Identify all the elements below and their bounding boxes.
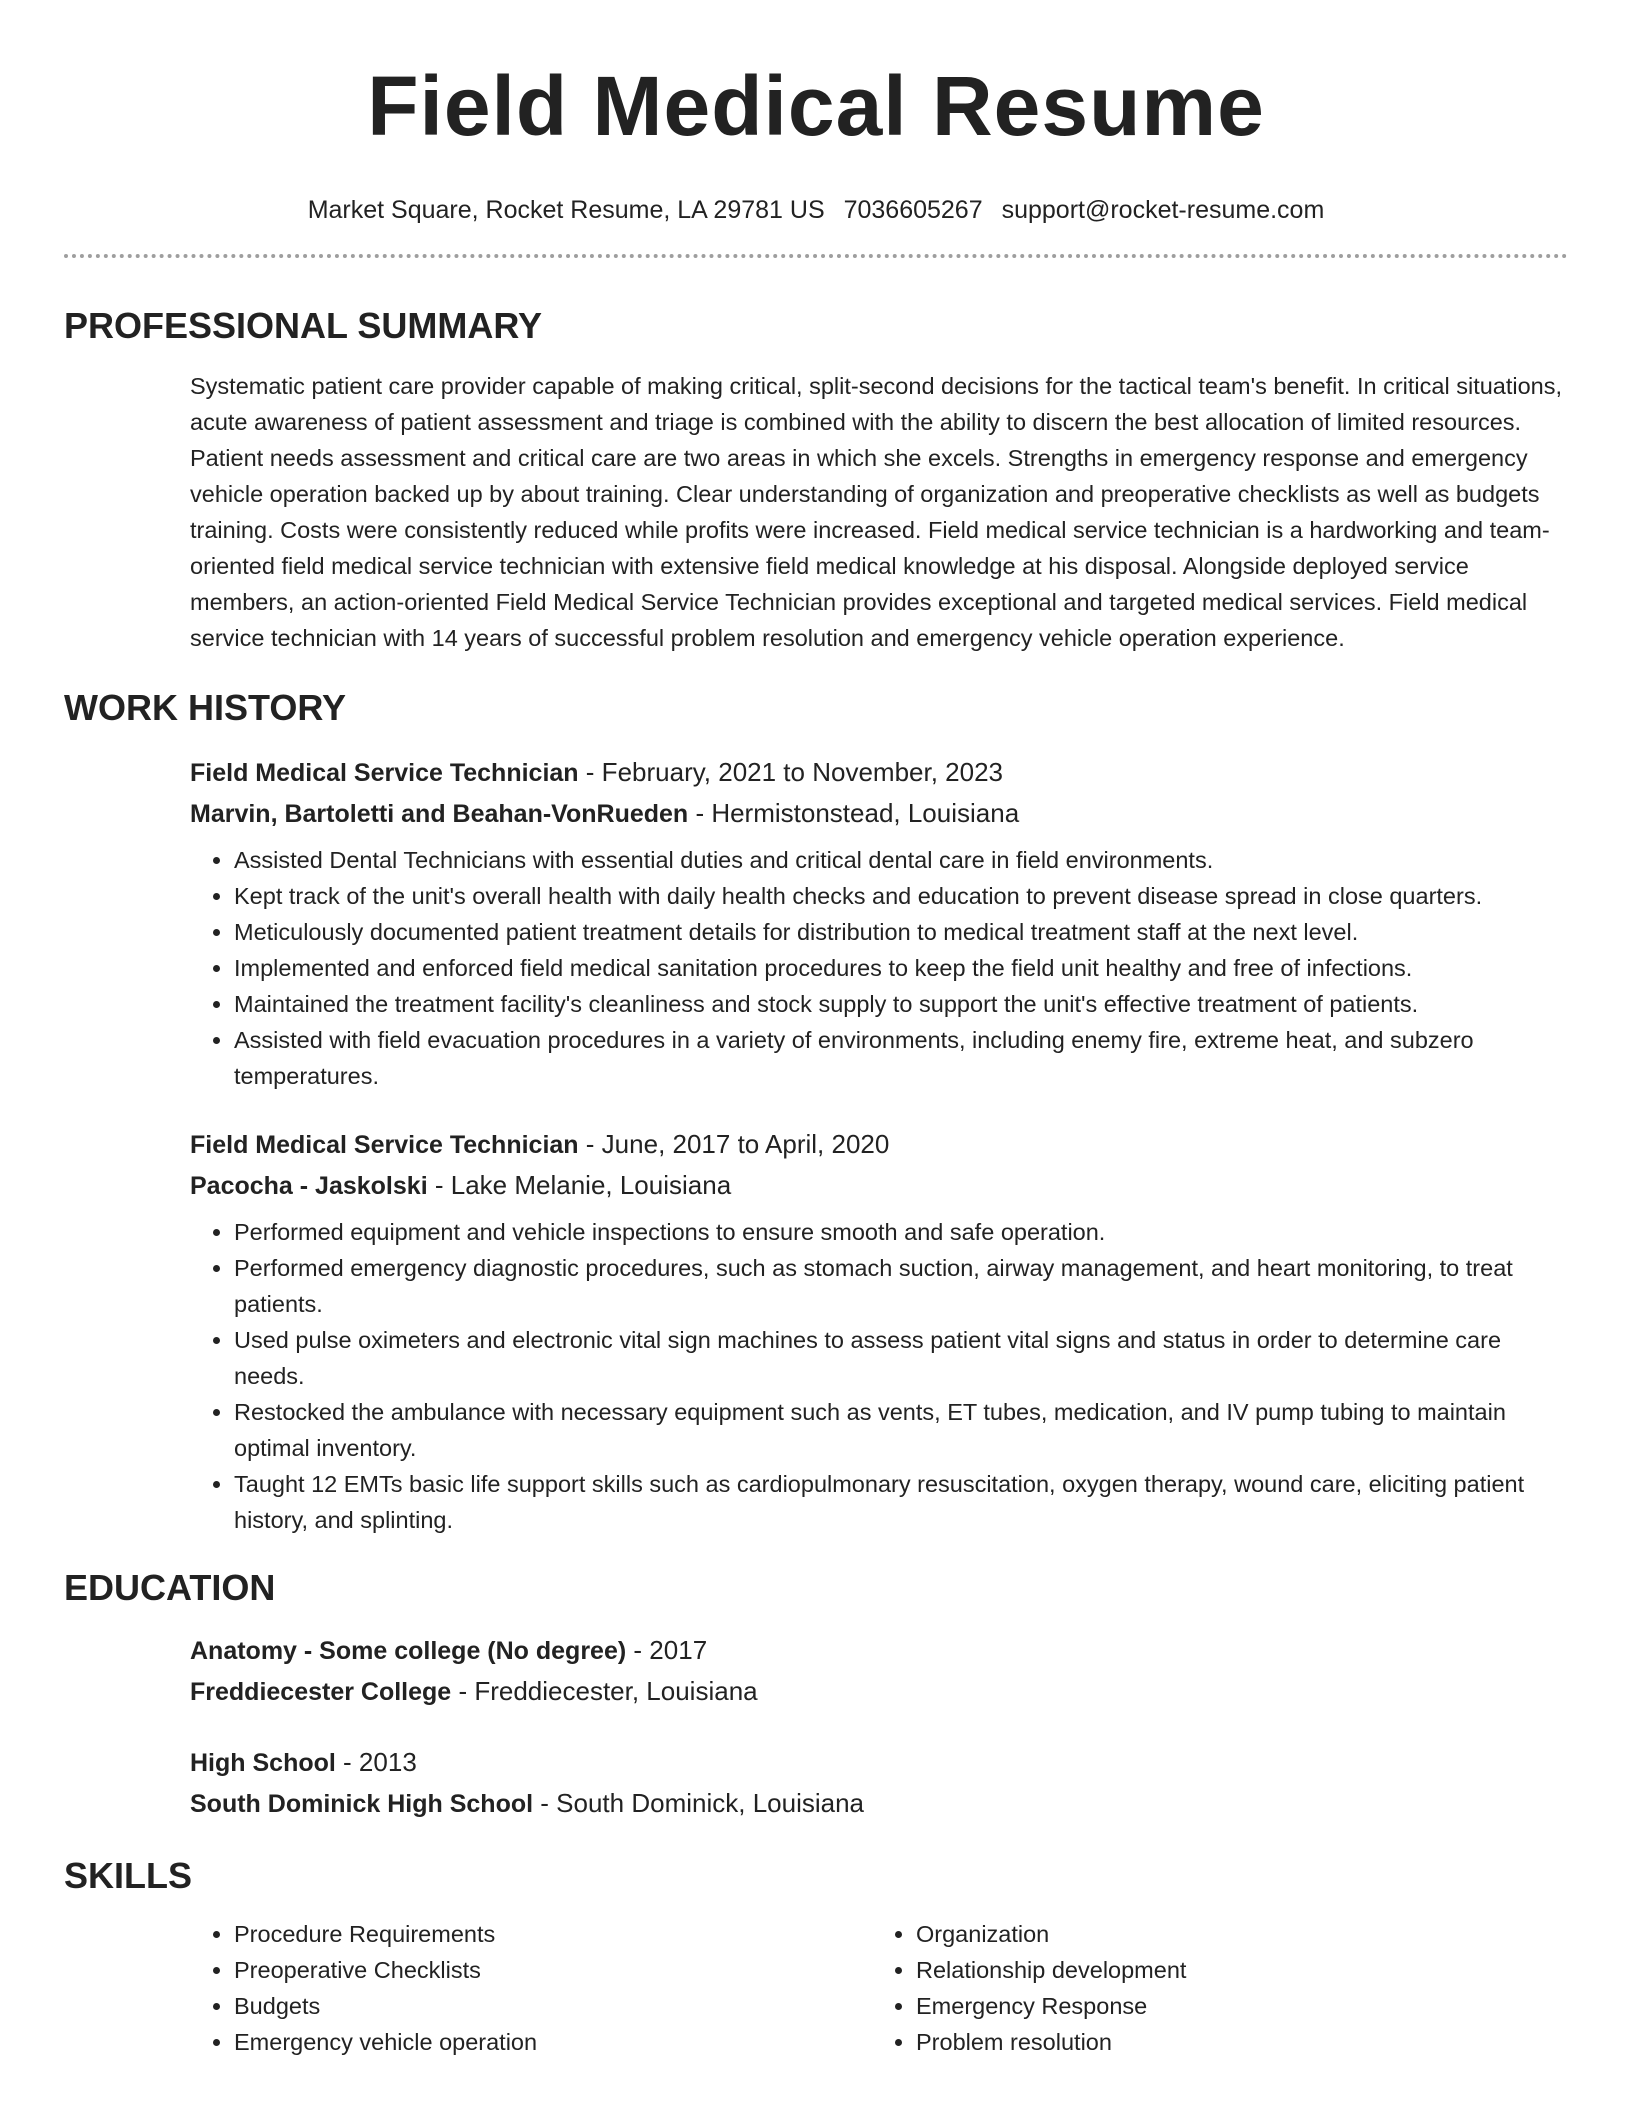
- work-history-section: [0, 686, 1632, 1538]
- education-heading: EDUCATION: [64, 1567, 276, 1608]
- job-title: Field Medical Service Technician: [190, 759, 579, 787]
- job-bullet: • Maintained the treatment facility's cleanliness and stock supply to support the unit's effective treatment of patients.: [234, 986, 1570, 1022]
- education-degree: Anatomy - Some college (No degree): [190, 1637, 627, 1665]
- education-degree: High School: [190, 1749, 336, 1777]
- skills-heading: SKILLS: [64, 1855, 193, 1896]
- job-location: - Lake Melanie, Louisiana: [427, 1170, 732, 1200]
- job-company: Marvin, Bartoletti and Beahan-VonRueden: [190, 800, 689, 828]
- education-entry: [190, 1630, 1570, 1712]
- job-bullet: • Assisted Dental Technicians with essential duties and critical dental care in field environments.: [234, 842, 1570, 878]
- job-company: Pacocha - Jaskolski: [190, 1172, 428, 1200]
- education-location: - South Dominick, Louisiana: [533, 1788, 865, 1818]
- skill-item: • Budgets: [234, 1988, 872, 2024]
- skill-item: • Procedure Requirements: [234, 1916, 872, 1952]
- job-company-line: [190, 793, 1570, 834]
- job-entry: [190, 1124, 1570, 1538]
- job-dates: - June, 2017 to April, 2020: [578, 1129, 890, 1159]
- skill-item: • Organization: [916, 1916, 1554, 1952]
- contact-line: [0, 194, 1632, 226]
- contact-address: Market Square, Rocket Resume, LA 29781 US: [307, 196, 825, 224]
- skills-column-left: [190, 1916, 872, 2060]
- education-entry: [190, 1742, 1570, 1824]
- job-title-line: [190, 1124, 1570, 1165]
- header-divider: [64, 254, 1568, 258]
- job-bullet: • Assisted with field evacuation procedures in a variety of environments, including enemy fire, extreme heat, and subzero temperatures.: [234, 1022, 1570, 1094]
- education-year: - 2013: [335, 1747, 417, 1777]
- education-school: South Dominick High School: [190, 1790, 534, 1818]
- job-title-line: [190, 752, 1570, 793]
- summary-heading: PROFESSIONAL SUMMARY: [64, 305, 543, 346]
- job-bullet: • Kept track of the unit's overall health with daily health checks and education to prevent disease spread in close quarters.: [234, 878, 1570, 914]
- skill-item: • Emergency vehicle operation: [234, 2024, 872, 2060]
- skill-item: • Problem resolution: [916, 2024, 1554, 2060]
- skills-section: [0, 1854, 1632, 2060]
- skills-grid: [190, 1916, 1570, 2060]
- work-history-heading: WORK HISTORY: [64, 687, 347, 728]
- summary-section: [0, 304, 1632, 656]
- job-bullet: • Restocked the ambulance with necessary equipment such as vents, ET tubes, medication, and IV pump tubing to maintain optimal inventory.: [234, 1394, 1570, 1466]
- contact-phone: 7036605267: [843, 196, 983, 224]
- job-bullets: [190, 1214, 1570, 1538]
- skill-item: • Emergency Response: [916, 1988, 1554, 2024]
- education-degree-line: [190, 1742, 1570, 1783]
- skills-column-right: [872, 1916, 1554, 2060]
- job-company-line: [190, 1165, 1570, 1206]
- job-bullet: • Used pulse oximeters and electronic vital sign machines to assess patient vital signs and status in order to determine care needs.: [234, 1322, 1570, 1394]
- resume-title: Field Medical Resume: [367, 59, 1265, 153]
- education-degree-line: [190, 1630, 1570, 1671]
- contact-email: support@rocket-resume.com: [1001, 196, 1325, 224]
- job-bullet: • Performed emergency diagnostic procedures, such as stomach suction, airway management, and heart monitoring, to treat patients.: [234, 1250, 1570, 1322]
- job-location: - Hermistonstead, Louisiana: [688, 798, 1020, 828]
- job-entry: [190, 752, 1570, 1094]
- education-year: - 2017: [626, 1635, 708, 1665]
- job-bullet: • Taught 12 EMTs basic life support skills such as cardiopulmonary resuscitation, oxygen therapy, wound care, eliciting patient history, and splinting.: [234, 1466, 1570, 1538]
- job-bullet: • Implemented and enforced field medical sanitation procedures to keep the field unit healthy and free of infections.: [234, 950, 1570, 986]
- education-school-line: [190, 1783, 1570, 1824]
- skill-item: • Preoperative Checklists: [234, 1952, 872, 1988]
- job-bullets: [190, 842, 1570, 1094]
- skill-item: • Relationship development: [916, 1952, 1554, 1988]
- job-bullet: • Meticulously documented patient treatment details for distribution to medical treatment staff at the next level.: [234, 914, 1570, 950]
- education-location: - Freddiecester, Louisiana: [451, 1676, 758, 1706]
- education-school: Freddiecester College: [190, 1678, 452, 1706]
- education-section: [0, 1566, 1632, 1824]
- job-bullet: • Performed equipment and vehicle inspections to ensure smooth and safe operation.: [234, 1214, 1570, 1250]
- summary-text: Systematic patient care provider capable of making critical, split-second decisions for the tactical team's benefit. In critical situations, acute awareness of patient assessment and triage is combined with the ability to discern the best allocation of limited resources. Patient needs assessment and critical care are two areas in which she excels. Strengths in emergency response and emergency vehicle operation backed up by about training. Clear understanding of organization and preoperative checklists as well as budgets training. Costs were consistently reduced while profits were increased. Field medical service technician is a hardworking and team-oriented field medical service technician with extensive field medical knowledge at his disposal. Alongside deployed service members, an action-oriented Field Medical Service Technician provides exceptional and targeted medical services. Field medical service technician with 14 years of successful problem resolution and emergency vehicle operation experience.: [190, 373, 1563, 651]
- skills-list: [190, 1916, 872, 2060]
- education-school-line: [190, 1671, 1570, 1712]
- skills-list: [872, 1916, 1554, 2060]
- job-dates: - February, 2021 to November, 2023: [578, 757, 1003, 787]
- job-title: Field Medical Service Technician: [190, 1131, 579, 1159]
